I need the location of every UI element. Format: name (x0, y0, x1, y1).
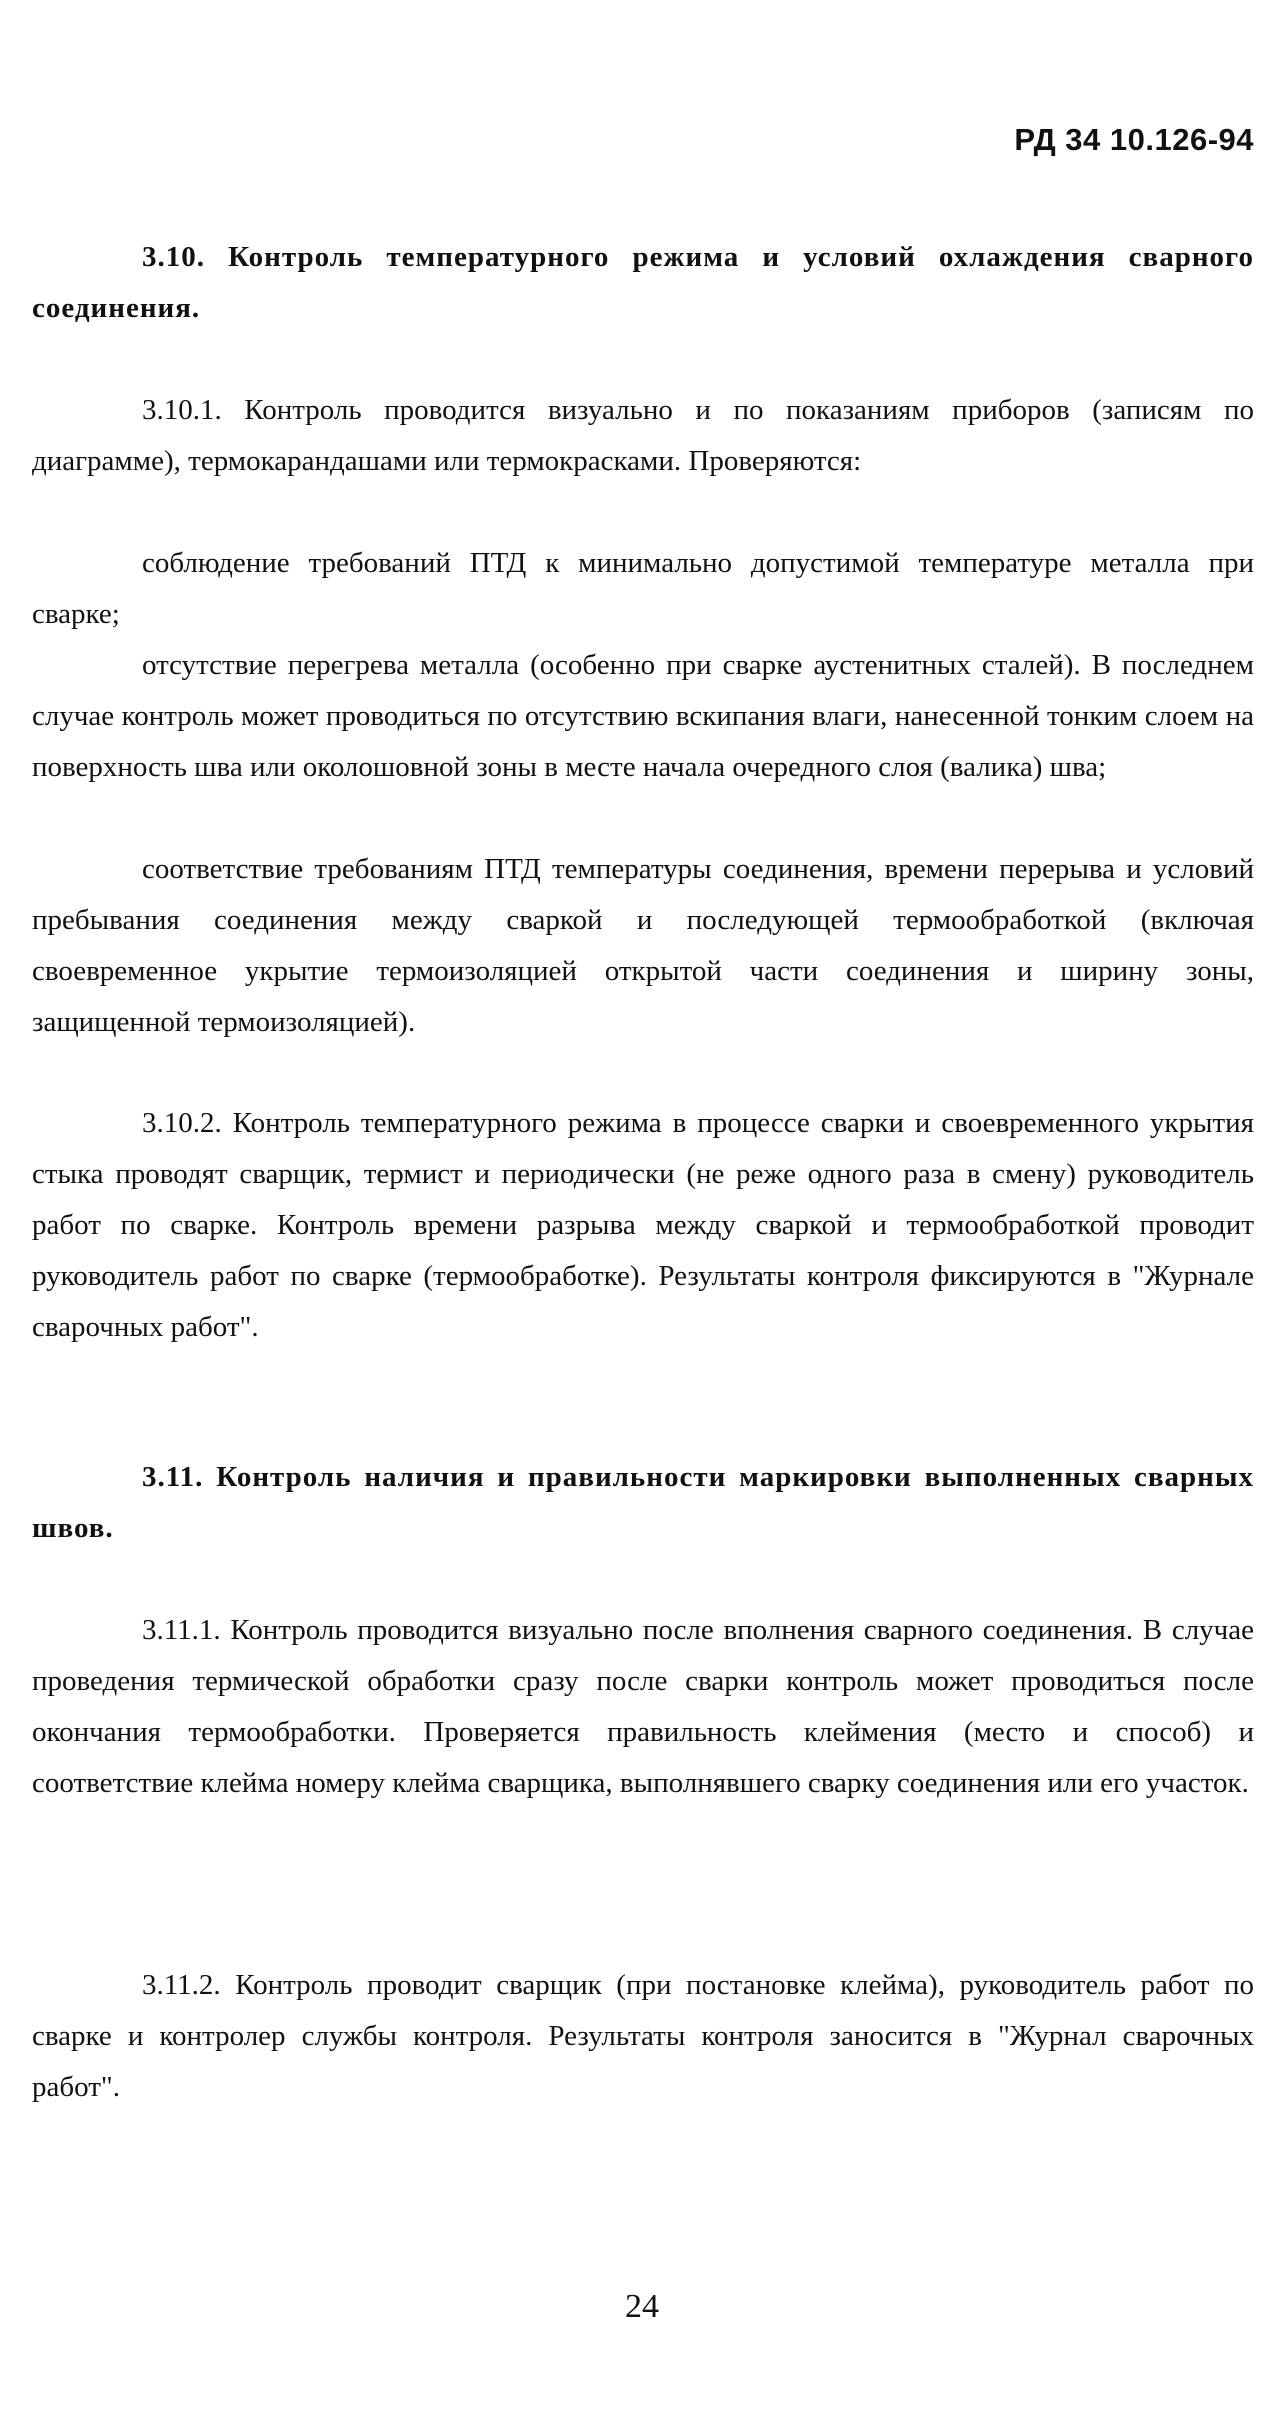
paragraph-3-10-1-intro: 3.10.1. Контроль проводится визуально и по показаниям приборов (записям по диаграмме), термокарандашами или термокрасками. Проверяются: (32, 394, 1254, 477)
paragraph-3-10-2: 3.10.2. Контроль температурного режима в процессе сварки и своевременного укрытия стыка проводят сварщик, термист и периодически (не реже одного раза в смену) руководитель работ по сварке. Контроль времени разрыва между сваркой и термообработкой проводит руководитель работ по сварке (термообработке). Результаты контроля фиксируются в "Журнале сварочных работ". (32, 1107, 1254, 1343)
section-3-10-heading: 3.10. Контроль температурного режима и условий охлаждения сварного соединения. (32, 241, 1254, 324)
section-3-11-heading: 3.11. Контроль наличия и правильности маркировки выполненных сварных швов. (32, 1461, 1254, 1544)
paragraph-3-11-2: 3.11.2. Контроль проводит сварщик (при постановке клейма), руководитель работ по сварке и контролер службы контроля. Результаты контроля заносится в "Журнал сварочных работ". (32, 1969, 1254, 2103)
document-code: РД 34 10.126-94 (1014, 122, 1254, 157)
list-item-overheating: отсутствие перегрева металла (особенно при сварке аустенитных сталей). В последнем случае контроль может проводиться по отсутствию вскипания влаги, нанесенной тонким слоем на поверхность шва или околошовной зоны в месте начала очередного слоя (валика) шва; (32, 649, 1254, 783)
list-item-ptd-compliance: соответствие требованиям ПТД температуры соединения, времени перерыва и условий пребывания соединения между сваркой и последующей термообработкой (включая своевременное укрытие термоизоляцией открытой части соединения и ширину зоны, защищенной термоизоляцией). (32, 853, 1254, 1038)
paragraph-3-11-1: 3.11.1. Контроль проводится визуально после вполнения сварного соединения. В случае проведения термической обработки сразу после сварки контроль может проводиться после окончания термообработки. Проверяется правильность клеймения (место и способ) и соответствие клейма номеру клейма сварщика, выполнявшего сварку соединения или его участок. (32, 1614, 1254, 1799)
page-number: 24 (625, 2288, 659, 2325)
list-item-min-temperature: соблюдение требований ПТД к минимально допустимой температуре металла при сварке; (32, 547, 1254, 630)
